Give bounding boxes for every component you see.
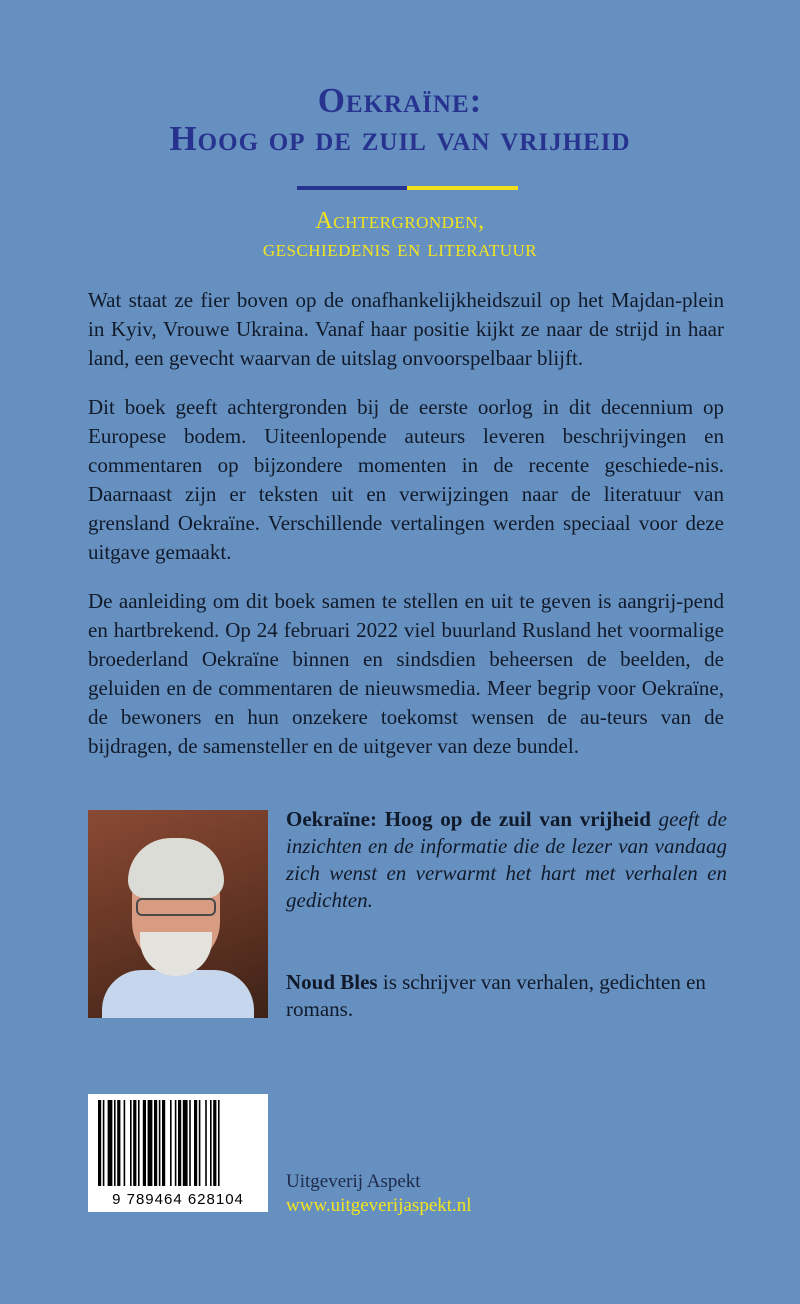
barcode-bar bbox=[205, 1100, 207, 1186]
blurb-text: geeft de inzichten en de informatie die de lezer van vandaag zich wenst en verwarmt het hart met verhalen en gedichten. bbox=[286, 807, 727, 912]
author-bio bbox=[286, 969, 727, 1023]
photo-glasses bbox=[136, 898, 216, 916]
barcode-bar bbox=[138, 1100, 140, 1186]
barcode-bar bbox=[117, 1100, 120, 1186]
barcode-bar bbox=[178, 1100, 181, 1186]
flag-divider-yellow bbox=[407, 186, 518, 190]
barcode-bar bbox=[98, 1100, 101, 1186]
back-cover-text bbox=[88, 286, 724, 781]
barcode-bar bbox=[114, 1100, 116, 1186]
author-photo bbox=[88, 810, 268, 1018]
barcode-bar bbox=[130, 1100, 132, 1186]
isbn-number: 9 789464 628104 bbox=[112, 1191, 244, 1208]
barcode-bar bbox=[124, 1100, 126, 1186]
book-title bbox=[0, 82, 800, 158]
barcode-bar bbox=[103, 1100, 105, 1186]
barcode-bar bbox=[213, 1100, 216, 1186]
barcode-bar bbox=[133, 1100, 136, 1186]
paragraph: Dit boek geeft achtergronden bij de eerste oorlog in dit decennium op Europese bodem. Uiteenlopende auteurs leveren beschrijvingen en commentaren op bijzondere momenten in de recente geschiede-nis. Daarnaast zijn er teksten uit en verwijzingen naar de literatuur van grensland Oekraïne. Verschillende vertalingen werden speciaal voor deze uitgave gemaakt. bbox=[88, 395, 724, 564]
barcode-bar bbox=[143, 1100, 146, 1186]
barcode-bar bbox=[148, 1100, 153, 1186]
photo-shirt bbox=[102, 970, 254, 1018]
title-line-2: Hoog op de zuil van vrijheid bbox=[169, 119, 631, 158]
title-line-1: Oekraïne: bbox=[317, 81, 483, 120]
flag-divider bbox=[297, 186, 518, 190]
barcode-bar bbox=[108, 1100, 113, 1186]
blurb-title: Oekraïne: Hoog op de zuil van vrijheid bbox=[286, 807, 651, 831]
barcode-bar bbox=[199, 1100, 201, 1186]
flag-divider-blue bbox=[297, 186, 407, 190]
author-description: is schrijver van verhalen, gedichten en romans. bbox=[286, 970, 706, 1021]
barcode-bar bbox=[170, 1100, 172, 1186]
barcode-bar bbox=[218, 1100, 220, 1186]
paragraph: De aanleiding om dit boek samen te stellen en uit te geven is aangrij-pend en hartbrekend. Op 24 februari 2022 viel buurland Rusland het voormalige broederland Oekraïne binnen en sindsdien beheersen de beelden, de geluiden en de commentaren de nieuwsmedia. Meer begrip voor Oekraïne, de bewoners en hun onzekere toekomst wensen de au-teurs van de bijdragen, de samensteller en de uitgever van deze bundel. bbox=[88, 589, 724, 758]
subtitle-line-1: Achtergronden, bbox=[315, 208, 485, 234]
barcode-bar bbox=[162, 1100, 165, 1186]
isbn-barcode bbox=[88, 1094, 268, 1212]
barcode-bar bbox=[189, 1100, 191, 1186]
barcode-bar bbox=[194, 1100, 197, 1186]
barcode-bars bbox=[98, 1100, 258, 1186]
barcode-bar bbox=[154, 1100, 157, 1186]
publisher-url[interactable]: www.uitgeverijaspekt.nl bbox=[286, 1195, 472, 1216]
book-blurb bbox=[286, 806, 727, 914]
barcode-bar bbox=[175, 1100, 177, 1186]
publisher-name: Uitgeverij Aspekt bbox=[286, 1171, 421, 1192]
barcode-bar bbox=[183, 1100, 188, 1186]
book-subtitle bbox=[0, 207, 800, 263]
subtitle-line-2: geschiedenis en literatuur bbox=[262, 236, 538, 262]
paragraph: Wat staat ze fier boven op de onafhankelijkheidszuil op het Majdan-plein in Kyiv, Vrouwe Ukraina. Vanaf haar positie kijkt ze naar de strijd in haar land, een gevecht waarvan de uitslag onvoorspelbaar blijft. bbox=[88, 288, 724, 370]
barcode-bar bbox=[159, 1100, 161, 1186]
photo-hair bbox=[128, 838, 224, 898]
barcode-bar bbox=[210, 1100, 212, 1186]
author-name: Noud Bles bbox=[286, 970, 378, 994]
